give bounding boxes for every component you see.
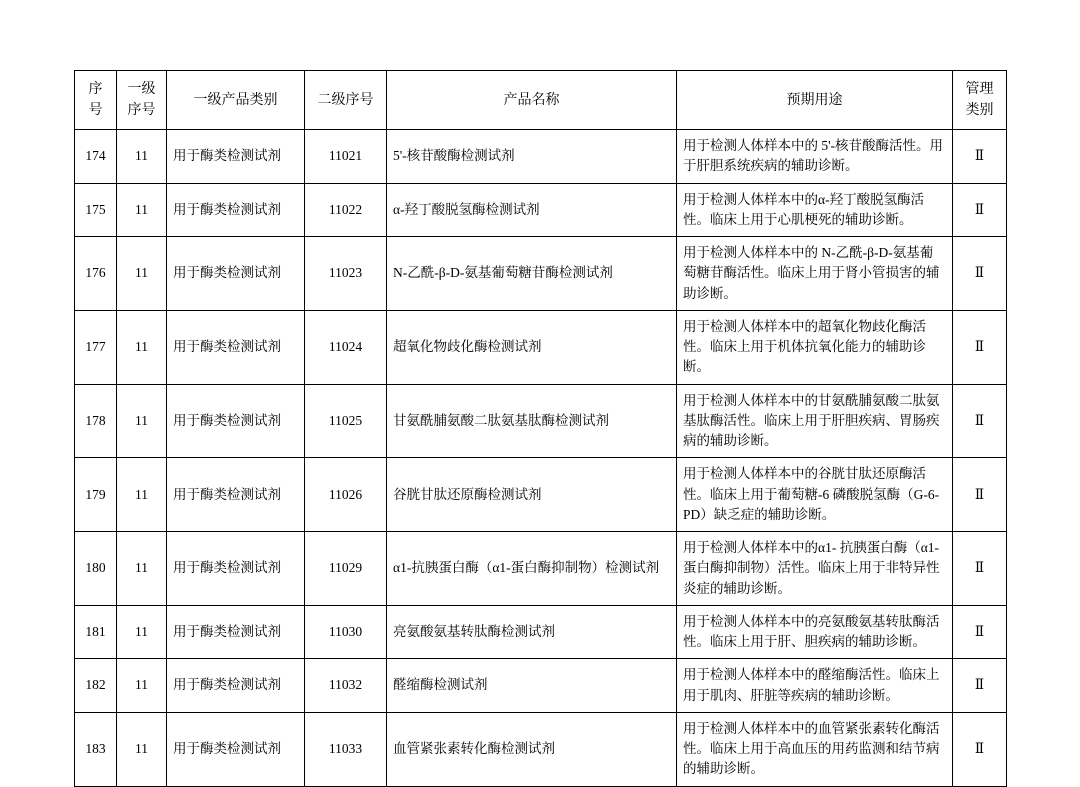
cell-seq: 183 bbox=[75, 712, 117, 786]
cell-product-name: 血管紧张素转化酶检测试剂 bbox=[387, 712, 677, 786]
cell-level1-category: 用于酶类检测试剂 bbox=[167, 659, 305, 713]
cell-seq: 175 bbox=[75, 183, 117, 237]
cell-management-class: Ⅱ bbox=[953, 183, 1007, 237]
column-header-intended-use bbox=[677, 71, 953, 130]
cell-product-name: 醛缩酶检测试剂 bbox=[387, 659, 677, 713]
cell-level1-seq: 11 bbox=[117, 659, 167, 713]
cell-level2-seq: 11021 bbox=[305, 130, 387, 184]
table-row bbox=[75, 605, 1007, 659]
cell-level1-category: 用于酶类检测试剂 bbox=[167, 458, 305, 532]
cell-level1-seq: 11 bbox=[117, 183, 167, 237]
table-body bbox=[75, 130, 1007, 787]
cell-level1-seq: 11 bbox=[117, 384, 167, 458]
column-header-level1-seq-line2: 序号 bbox=[127, 103, 156, 118]
table-row bbox=[75, 532, 1007, 606]
cell-level1-seq: 11 bbox=[117, 712, 167, 786]
cell-level1-seq: 11 bbox=[117, 130, 167, 184]
cell-level1-seq: 11 bbox=[117, 532, 167, 606]
cell-product-name: 超氧化物歧化酶检测试剂 bbox=[387, 310, 677, 384]
cell-seq: 181 bbox=[75, 605, 117, 659]
column-header-management-class-line1: 管理 bbox=[965, 82, 994, 97]
cell-intended-use: 用于检测人体样本中的α-羟丁酸脱氢酶活性。临床上用于心肌梗死的辅助诊断。 bbox=[677, 183, 953, 237]
cell-product-name: 谷胱甘肽还原酶检测试剂 bbox=[387, 458, 677, 532]
cell-management-class: Ⅱ bbox=[953, 384, 1007, 458]
cell-intended-use: 用于检测人体样本中的血管紧张素转化酶活性。临床上用于高血压的用药监测和结节病的辅助诊断。 bbox=[677, 712, 953, 786]
column-header-level2-seq-line1: 二级序号 bbox=[317, 92, 374, 108]
cell-level2-seq: 11022 bbox=[305, 183, 387, 237]
cell-level2-seq: 11030 bbox=[305, 605, 387, 659]
cell-intended-use: 用于检测人体样本中的甘氨酰脯氨酸二肽氨基肽酶活性。临床上用于肝胆疾病、胃肠疾病的辅助诊断。 bbox=[677, 384, 953, 458]
cell-level1-category: 用于酶类检测试剂 bbox=[167, 237, 305, 311]
cell-seq: 180 bbox=[75, 532, 117, 606]
cell-level2-seq: 11026 bbox=[305, 458, 387, 532]
column-header-seq-line2: 号 bbox=[88, 103, 103, 118]
product-table-container bbox=[74, 70, 1006, 787]
cell-level1-category: 用于酶类检测试剂 bbox=[167, 384, 305, 458]
cell-level1-category: 用于酶类检测试剂 bbox=[167, 712, 305, 786]
cell-level2-seq: 11024 bbox=[305, 310, 387, 384]
cell-level1-seq: 11 bbox=[117, 310, 167, 384]
cell-management-class: Ⅱ bbox=[953, 605, 1007, 659]
cell-level2-seq: 11023 bbox=[305, 237, 387, 311]
cell-management-class: Ⅱ bbox=[953, 458, 1007, 532]
cell-seq: 174 bbox=[75, 130, 117, 184]
column-header-level1-seq-line1: 一级 bbox=[127, 82, 156, 97]
cell-product-name: 甘氨酰脯氨酸二肽氨基肽酶检测试剂 bbox=[387, 384, 677, 458]
cell-product-name: 5'-核苷酸酶检测试剂 bbox=[387, 130, 677, 184]
cell-level1-category: 用于酶类检测试剂 bbox=[167, 130, 305, 184]
column-header-level1-category-line1: 一级产品类别 bbox=[193, 92, 278, 108]
table-row bbox=[75, 183, 1007, 237]
cell-intended-use: 用于检测人体样本中的 N-乙酰-β-D-氨基葡萄糖苷酶活性。临床上用于肾小管损害的辅助诊断。 bbox=[677, 237, 953, 311]
cell-intended-use: 用于检测人体样本中的α1- 抗胰蛋白酶（α1- 蛋白酶抑制物）活性。临床上用于非特异性炎症的辅助诊断。 bbox=[677, 532, 953, 606]
cell-level2-seq: 11025 bbox=[305, 384, 387, 458]
column-header-product-name bbox=[387, 71, 677, 130]
column-header-management-class bbox=[953, 71, 1007, 130]
cell-management-class: Ⅱ bbox=[953, 130, 1007, 184]
cell-intended-use: 用于检测人体样本中的超氧化物歧化酶活性。临床上用于机体抗氧化能力的辅助诊断。 bbox=[677, 310, 953, 384]
cell-intended-use: 用于检测人体样本中的醛缩酶活性。临床上用于肌肉、肝脏等疾病的辅助诊断。 bbox=[677, 659, 953, 713]
table-row bbox=[75, 237, 1007, 311]
cell-product-name: α1-抗胰蛋白酶（α1-蛋白酶抑制物）检测试剂 bbox=[387, 532, 677, 606]
cell-management-class: Ⅱ bbox=[953, 532, 1007, 606]
cell-level1-category: 用于酶类检测试剂 bbox=[167, 310, 305, 384]
cell-level1-category: 用于酶类检测试剂 bbox=[167, 183, 305, 237]
cell-management-class: Ⅱ bbox=[953, 712, 1007, 786]
cell-level2-seq: 11032 bbox=[305, 659, 387, 713]
cell-product-name: 亮氨酸氨基转肽酶检测试剂 bbox=[387, 605, 677, 659]
table-header bbox=[75, 71, 1007, 130]
table-row bbox=[75, 130, 1007, 184]
cell-intended-use: 用于检测人体样本中的 5'-核苷酸酶活性。用于肝胆系统疾病的辅助诊断。 bbox=[677, 130, 953, 184]
column-header-seq bbox=[75, 71, 117, 130]
cell-seq: 182 bbox=[75, 659, 117, 713]
cell-product-name: α-羟丁酸脱氢酶检测试剂 bbox=[387, 183, 677, 237]
cell-level1-category: 用于酶类检测试剂 bbox=[167, 605, 305, 659]
cell-intended-use: 用于检测人体样本中的亮氨酸氨基转肽酶活性。临床上用于肝、胆疾病的辅助诊断。 bbox=[677, 605, 953, 659]
column-header-management-class-line2: 类别 bbox=[965, 103, 994, 118]
column-header-level1-category bbox=[167, 71, 305, 130]
table-row bbox=[75, 659, 1007, 713]
cell-level1-seq: 11 bbox=[117, 237, 167, 311]
cell-management-class: Ⅱ bbox=[953, 659, 1007, 713]
cell-seq: 177 bbox=[75, 310, 117, 384]
column-header-intended-use-line1: 预期用途 bbox=[786, 92, 843, 108]
cell-seq: 176 bbox=[75, 237, 117, 311]
cell-level1-category: 用于酶类检测试剂 bbox=[167, 532, 305, 606]
cell-level1-seq: 11 bbox=[117, 458, 167, 532]
table-row bbox=[75, 458, 1007, 532]
cell-level2-seq: 11033 bbox=[305, 712, 387, 786]
column-header-level1-seq bbox=[117, 71, 167, 130]
cell-seq: 179 bbox=[75, 458, 117, 532]
column-header-level2-seq bbox=[305, 71, 387, 130]
table-row bbox=[75, 712, 1007, 786]
cell-management-class: Ⅱ bbox=[953, 310, 1007, 384]
cell-product-name: N-乙酰-β-D-氨基葡萄糖苷酶检测试剂 bbox=[387, 237, 677, 311]
table-header-row bbox=[75, 71, 1007, 130]
column-header-seq-line1: 序 bbox=[88, 82, 103, 97]
cell-management-class: Ⅱ bbox=[953, 237, 1007, 311]
cell-intended-use: 用于检测人体样本中的谷胱甘肽还原酶活性。临床上用于葡萄糖-6 磷酸脱氢酶（G-6-PD）缺乏症的辅助诊断。 bbox=[677, 458, 953, 532]
table-row bbox=[75, 310, 1007, 384]
table-row bbox=[75, 384, 1007, 458]
product-catalog-table bbox=[74, 70, 1007, 787]
cell-seq: 178 bbox=[75, 384, 117, 458]
cell-level1-seq: 11 bbox=[117, 605, 167, 659]
column-header-product-name-line1: 产品名称 bbox=[503, 92, 560, 108]
cell-level2-seq: 11029 bbox=[305, 532, 387, 606]
